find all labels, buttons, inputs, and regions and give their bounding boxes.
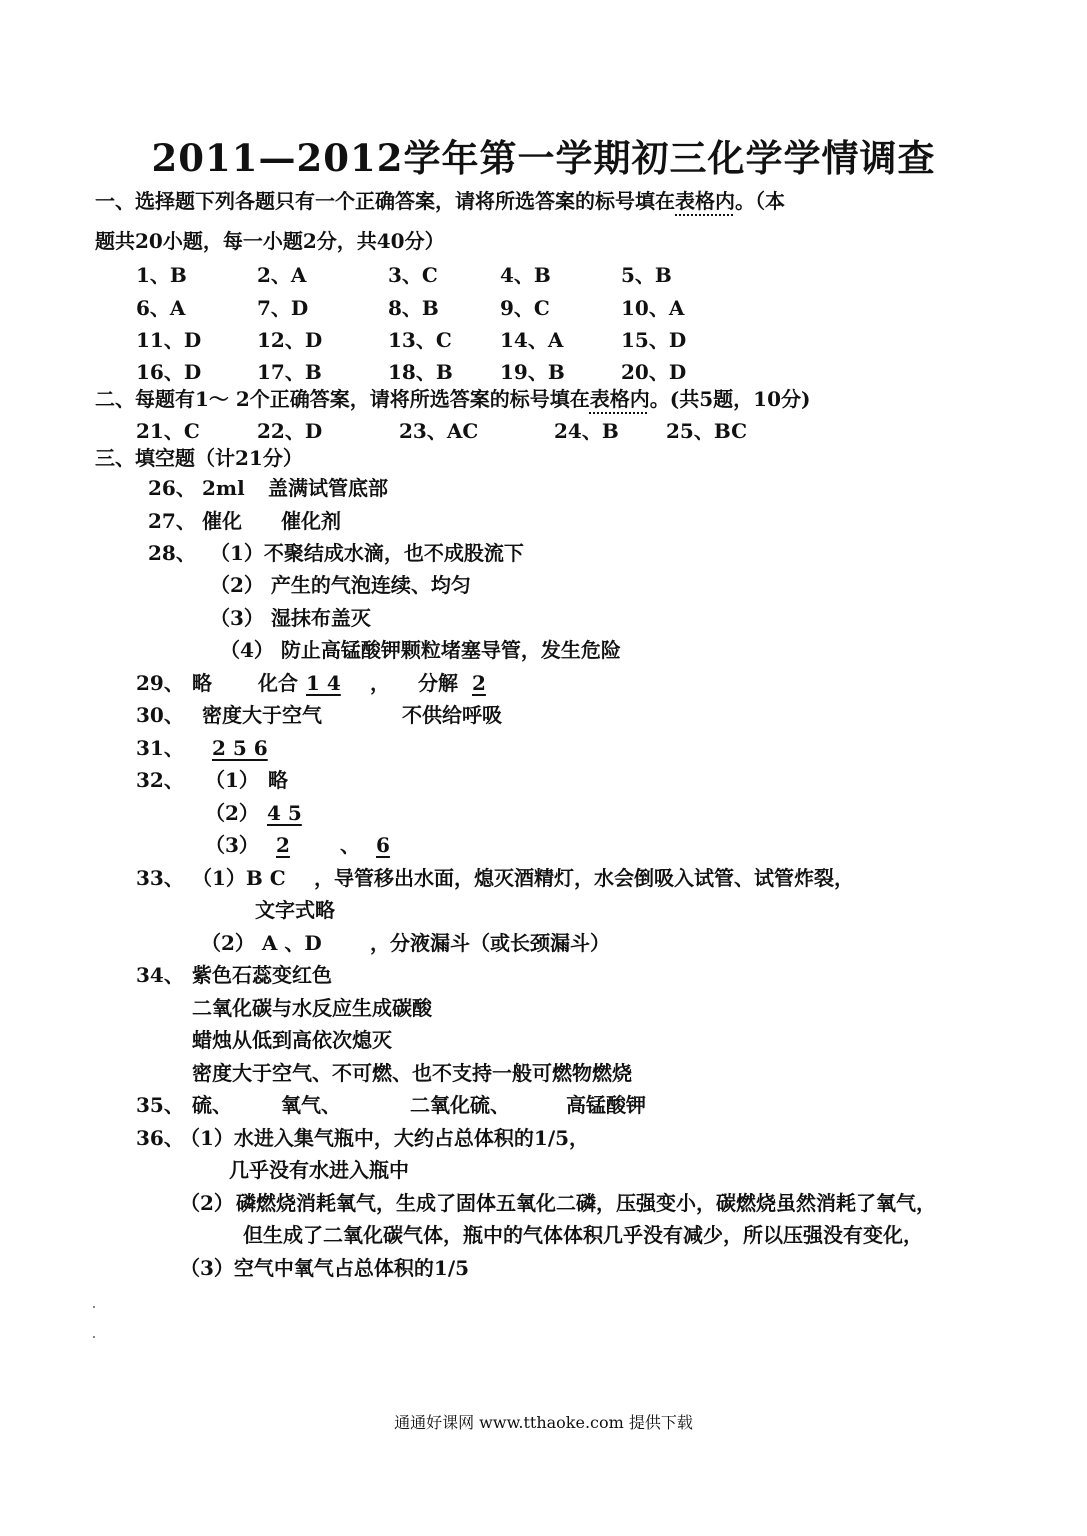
scan-speck: [93, 1306, 95, 1308]
mc-answer: 6、A: [136, 296, 186, 320]
q33-part1-answer: （1）B C: [192, 866, 286, 890]
q29-decomposition-value: 2: [472, 671, 486, 695]
section3-heading: 三、填空题（计21分）: [95, 446, 303, 470]
mc-answer: 11、D: [136, 328, 202, 352]
q36-part2-line2: 但生成了二氧化碳气体，瓶中的气体体积几乎没有减少，所以压强没有变化，: [243, 1223, 923, 1247]
q36-part2: 磷燃烧消耗氧气，生成了固体五氧化二磷，压强变小，碳燃烧虽然消耗了氧气，: [236, 1191, 936, 1215]
q36-number: 36、: [136, 1126, 184, 1150]
mc-answer: 20、D: [621, 360, 687, 384]
q30-answer-a: 密度大于空气: [202, 703, 322, 727]
mc-answer: 3、C: [388, 263, 438, 287]
q28-part4: （4） 防止高锰酸钾颗粒堵塞导管，发生危险: [220, 638, 621, 662]
q26-answer-a: 2ml: [202, 476, 245, 500]
multi-answer: 23、AC: [399, 419, 479, 443]
q35-answer-b: 氧气、: [281, 1093, 341, 1117]
q28-part2: （2） 产生的气泡连续、均匀: [210, 573, 471, 597]
mc-answer: 15、D: [621, 328, 687, 352]
q34-line3: 蜡烛从低到高依次熄灭: [192, 1028, 392, 1052]
q32-part3-value-b: 6: [376, 833, 390, 857]
scan-speck: [93, 1336, 95, 1338]
mc-answer: 10、A: [621, 296, 685, 320]
section2-heading: 二、每题有1～ 2个正确答案，请将所选答案的标号填在表格内。(共5题，10分): [95, 387, 811, 411]
q28-part3: （3） 湿抹布盖灭: [210, 606, 371, 630]
mc-answer: 7、D: [257, 296, 309, 320]
mc-answer: 19、B: [500, 360, 565, 384]
q33-part1-line2: 文字式略: [255, 898, 335, 922]
mc-answer: 9、C: [500, 296, 550, 320]
q32-part3-separator: 、: [340, 833, 360, 857]
section1-heading: 一、选择题下列各题只有一个正确答案，请将所选答案的标号填在表格内。（本: [95, 189, 785, 213]
mc-answer: 1、B: [136, 263, 187, 287]
q29-number: 29、: [136, 671, 184, 695]
q32-part1-value: 略: [268, 768, 288, 792]
q27-answer-a: 催化: [202, 509, 242, 533]
q31-number: 31、: [136, 736, 184, 760]
q33-number: 33、: [136, 866, 184, 890]
q34-line4: 密度大于空气、不可燃、也不支持一般可燃物燃烧: [192, 1061, 632, 1085]
mc-answer: 4、B: [500, 263, 551, 287]
mc-answer: 13、C: [388, 328, 452, 352]
mc-answer: 8、B: [388, 296, 439, 320]
q30-answer-b: 不供给呼吸: [402, 703, 502, 727]
mc-answer: 14、A: [500, 328, 564, 352]
multi-answer: 21、C: [136, 419, 200, 443]
q32-number: 32、: [136, 768, 184, 792]
q28-part1: （1）不聚结成水滴，也不成股流下: [210, 541, 524, 565]
multi-answer: 25、BC: [666, 419, 748, 443]
q33-part2-answer: （2） A 、D: [201, 931, 322, 955]
mc-answer: 5、B: [621, 263, 672, 287]
q30-number: 30、: [136, 703, 184, 727]
mc-answer: 2、A: [257, 263, 307, 287]
q29-comma: ，: [370, 671, 390, 695]
q34-number: 34、: [136, 963, 184, 987]
q32-part2-label: （2）: [205, 801, 259, 825]
q35-answer-c: 二氧化硫、: [410, 1093, 510, 1117]
q32-part1-label: （1）: [205, 768, 259, 792]
mc-answer: 12、D: [257, 328, 323, 352]
mc-answer: 18、B: [388, 360, 453, 384]
q36-part2-label: （2）: [180, 1191, 234, 1215]
q29-combination-value: 1 4: [306, 671, 341, 695]
q26-answer-b: 盖满试管底部: [268, 476, 388, 500]
footer-credit: 通通好课网 www.tthaoke.com 提供下载: [394, 1413, 693, 1432]
q35-number: 35、: [136, 1093, 184, 1117]
mc-answer: 16、D: [136, 360, 202, 384]
q28-number: 28、: [148, 541, 196, 565]
q27-answer-b: 催化剂: [281, 509, 341, 533]
q34-line2: 二氧化碳与水反应生成碳酸: [192, 996, 432, 1020]
q33-part1-text: ，导管移出水面，熄灭酒精灯，水会倒吸入试管、试管炸裂，: [314, 866, 854, 890]
q35-answer-d: 高锰酸钾: [566, 1093, 646, 1117]
q34-line1: 紫色石蕊变红色: [192, 963, 332, 987]
q32-part3-label: （3）: [205, 833, 259, 857]
q29-answer-a: 略: [192, 671, 212, 695]
q26-number: 26、: [148, 476, 196, 500]
q31-answer: 2 5 6: [212, 736, 268, 760]
q32-part2-value: 4 5: [267, 801, 302, 825]
mc-answer: 17、B: [257, 360, 322, 384]
q36-part3: （3）空气中氧气占总体积的1/5: [180, 1256, 470, 1280]
page-title: 2011—2012学年第一学期初三化学学情调查: [151, 136, 936, 180]
q27-number: 27、: [148, 509, 196, 533]
q29-decomposition-label: 分解: [418, 671, 458, 695]
q33-part2-text: ，分液漏斗（或长颈漏斗）: [370, 931, 610, 955]
q36-part1: （1）水进入集气瓶中，大约占总体积的1/5，: [180, 1126, 590, 1150]
q36-part1-line2: 几乎没有水进入瓶中: [229, 1158, 409, 1182]
q29-combination-label: 化合: [258, 671, 298, 695]
section1-heading-line2: 题共20小题，每一小题2分，共40分）: [95, 229, 445, 253]
q35-answer-a: 硫、: [192, 1093, 232, 1117]
multi-answer: 22、D: [257, 419, 323, 443]
q32-part3-value-a: 2: [276, 833, 290, 857]
multi-answer: 24、B: [554, 419, 619, 443]
